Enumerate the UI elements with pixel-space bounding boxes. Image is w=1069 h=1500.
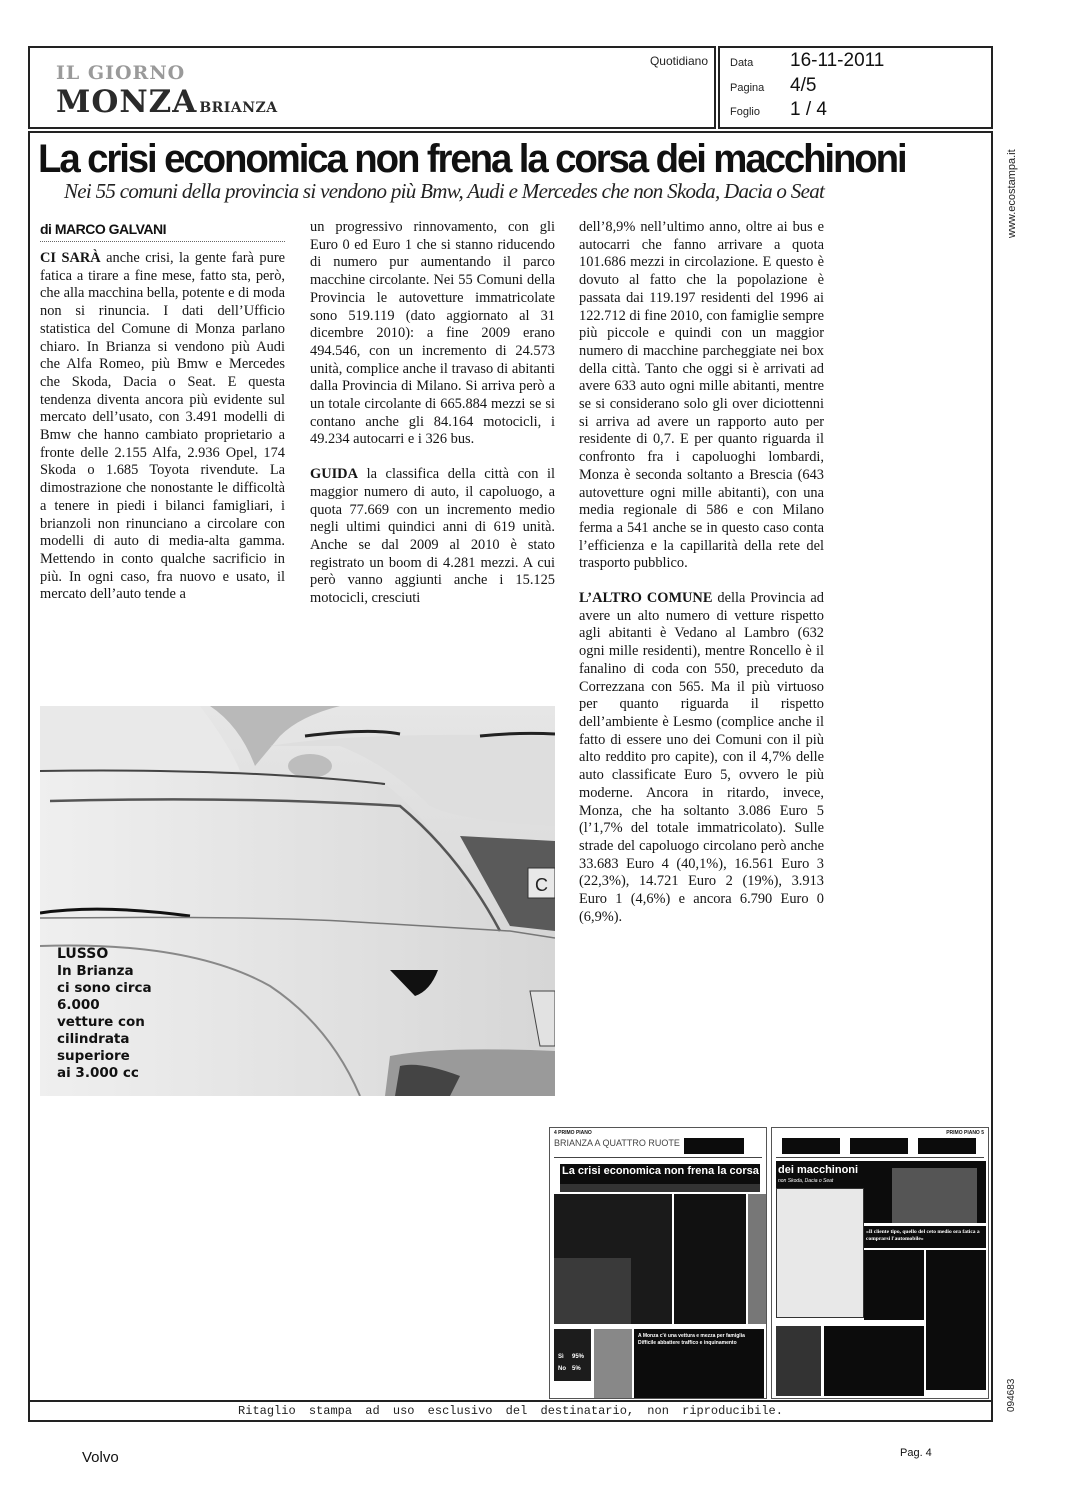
subheadline: Nei 55 comuni della provincia si vendono più Bmw, Audi e Mercedes che non Skoda, Dacia o Seat [64, 179, 825, 203]
thumb-page-right-label: PRIMO PIANO 5 [946, 1130, 984, 1136]
edition-main: MONZA [56, 84, 198, 120]
caption-line: superiore [57, 1048, 130, 1064]
thumb-stat-no: No [558, 1366, 566, 1372]
thumb-quote: «Il cliente tipo, quello del ceto medio ora fatica a comprarsi l'automobile» [866, 1229, 980, 1242]
copyright-notice: Ritaglio stampa ad uso esclusivo del destinatario, non riproducibile. [30, 1400, 991, 1420]
paragraph [579, 590, 824, 926]
thumb-section: BRIANZA A QUATTRO RUOTE [554, 1138, 680, 1148]
car-photo [40, 706, 555, 1096]
thumbnail-page-left [549, 1127, 767, 1399]
date-row [730, 50, 884, 72]
thumb-sub-right: non Skoda, Dacia o Seat [778, 1178, 834, 1184]
caption-line: cilindrata [57, 1031, 130, 1047]
website-label: www.ecostampa.it [1006, 149, 1018, 238]
lead-in: CI SARÀ [40, 250, 101, 266]
paragraph: un progressivo rinnovamento, con gli Euro 0 ed Euro 1 che si stanno riducendo di numero pur aumentando il parco macchine circolante. Nei 55 Comuni della Provincia le autovetture immatricolate sono 519.119 (dato aggiornato al 31 dicembre 2010): a fine 2009 erano 494.546, con un incremento di 24.573 unità, complice anche il travaso di abitanti dalla Provincia di Milano. Si arriva però a un totale circolante di 665.884 mezzi se si contano anche gli 84.164 motocicli, i 49.234 autocarri e i 326 bus. [310, 219, 555, 448]
date-label: Data [730, 57, 754, 69]
thumb-stat-no-value: 5% [572, 1366, 581, 1372]
headline: La crisi economica non frena la corsa dei macchinoni [38, 137, 906, 181]
thumb-page-left-label: 4 PRIMO PIANO [554, 1130, 592, 1136]
paragraph: dell’8,9% nell’ultimo anno, oltre ai bus e autocarri che fanno arrivare a quota 101.686 mezzi in circolazione. E questo è dovuto al fatto che la popolazione è passata dai 119.197 residenti del 1996 ai 122.712 di fine 2010, con famiglie sempre più piccole e quindi con un maggior numero di macchine parcheggiate nei box della città. Tanto che oggi si è arrivati ad avere 633 auto ogni mille abitanti, mentre se si considerano solo gli over diciottenni si arriva ad avere un rapporto auto per residente di 0,7. E per quanto riguarda il confronto fra i capoluoghi lombardi, Monza è seconda soltanto a Brescia (643 autovetture ogni mille abitanti), con una media regionale di 586 e con Milano ferma a 541 anche se in questo caso conta l’efficienza e la capillarità della rete del trasporto pubblico. [579, 219, 824, 572]
caption-line: vetture con [57, 1014, 145, 1030]
lead-in: L’ALTRO COMUNE [579, 590, 713, 607]
thumb-headline-left: La crisi economica non frena la corsa [562, 1165, 759, 1177]
caption-title: LUSSO [57, 946, 109, 962]
publisher-name: IL GIORNO [56, 62, 186, 84]
photo-caption [57, 946, 152, 1082]
thumb-box-left-2: Difficile abbattere traffico e inquinamento [638, 1340, 737, 1346]
masthead [28, 46, 716, 129]
clipping-code: 094683 [1006, 1378, 1017, 1412]
thumb-headline-right: dei macchinoni [778, 1164, 859, 1176]
page-row [730, 75, 816, 97]
thumb-stat-si: Sì [558, 1354, 564, 1360]
byline: di MARCO GALVANI [40, 221, 285, 242]
sheet-row [730, 99, 827, 121]
article-column-1 [40, 250, 285, 604]
paragraph-text: la classifica della città con il maggior numero di auto, il capoluogo, a quota 77.669 con un incremento medio negli ultimi quindici anni di 619 unità. Anche se dal 2009 al 2010 è stato registrato un boom di 4.281 mezzi. A cui però vanno aggiunti anche i 15.125 motocicli, cresciuti [310, 466, 555, 607]
svg-text:C: C [535, 875, 548, 895]
paragraph [40, 250, 285, 604]
caption-line: In Brianza [57, 963, 134, 979]
caption-line: 6.000 [57, 997, 100, 1013]
thumb-box-left: A Monza c'è una vettura e mezza per famiglia [638, 1333, 745, 1339]
sheet-label: Foglio [730, 106, 760, 118]
article-column-2 [310, 219, 555, 608]
page-label: Pagina [730, 82, 765, 94]
thumb-stat-si-value: 95% [572, 1354, 585, 1360]
paragraph-text: anche crisi, la gente farà pure fatica a tirare a fine mese, fatto sta, però, che alla macchina bella, potente e di moda non si rinuncia. I dati dell’Ufficio statistica del Comune di Monza parlano chiaro. In Brianza si vendono più Audi che Alfa Romeo, più Bmw e Mercedes che Skoda, Dacia o Seat. E questa tendenza diventa ancora più evidente sul mercato dell’usato, con 3.491 modelli di Bmw che hanno cambiato proprietario a fronte delle 2.155 Alfa, 2.936 Opel, 174 Skoda o 1.685 Toyota rivendute. La dimostrazione che nonostante le difficoltà a tenere in piedi i bilanci famigliari, i brianzoli non rinunciano a circolare con modelli di auto di media-alta gamma. Mettendo in conto qualche sacrificio in più. In ogni caso, fra nuovo e usato, il mercato dell’auto tende a [40, 250, 285, 603]
page-number: Pag. 4 [900, 1447, 932, 1459]
client-name: Volvo [82, 1449, 119, 1466]
periodicity: Quotidiano [649, 54, 708, 68]
thumbnail-page-right [771, 1127, 989, 1399]
article-column-3 [579, 219, 824, 926]
info-box [718, 46, 993, 129]
caption-line: ai 3.000 cc [57, 1065, 139, 1081]
paragraph-text: della Provincia ad avere un alto numero di vetture rispetto agli abitanti è Vedano al Lambro (632 ogni mille residenti), mentre Roncello è il fanalino di coda con 550, preceduto da Correzzana con 565. Ma il più virtuoso per quanto riguarda il rispetto dell’ambiente è Lesmo (complice anche il fatto di essere uno dei Comuni con il più alto reddito pro capite), con il 4,7% delle auto classificate Euro 5, ovvero le più moderne. Ancora in ritardo, invece, Monza, che ha soltanto 3.086 Euro 5 (l’1,7% del totale immatricolato). Sulle strade del capoluogo circolano però anche 33.683 Euro 4 (40,1%), 16.561 Euro 3 (22,3%), 14.721 Euro 2 (19%), 3.913 Euro 1 (4,6%) e ancora 6.790 Euro 0 (6,9%). [579, 590, 824, 925]
article-clipping [28, 131, 993, 1422]
date-value: 16-11-2011 [790, 50, 885, 71]
edition-sub: BRIANZA [199, 100, 278, 116]
paragraph [310, 466, 555, 608]
caption-line: ci sono circa [57, 980, 152, 996]
page-value: 4/5 [790, 75, 817, 96]
edition-title [56, 84, 278, 120]
sheet-value: 1 / 4 [790, 99, 827, 120]
lead-in: GUIDA [310, 466, 358, 483]
page-thumbnail [549, 1123, 994, 1408]
